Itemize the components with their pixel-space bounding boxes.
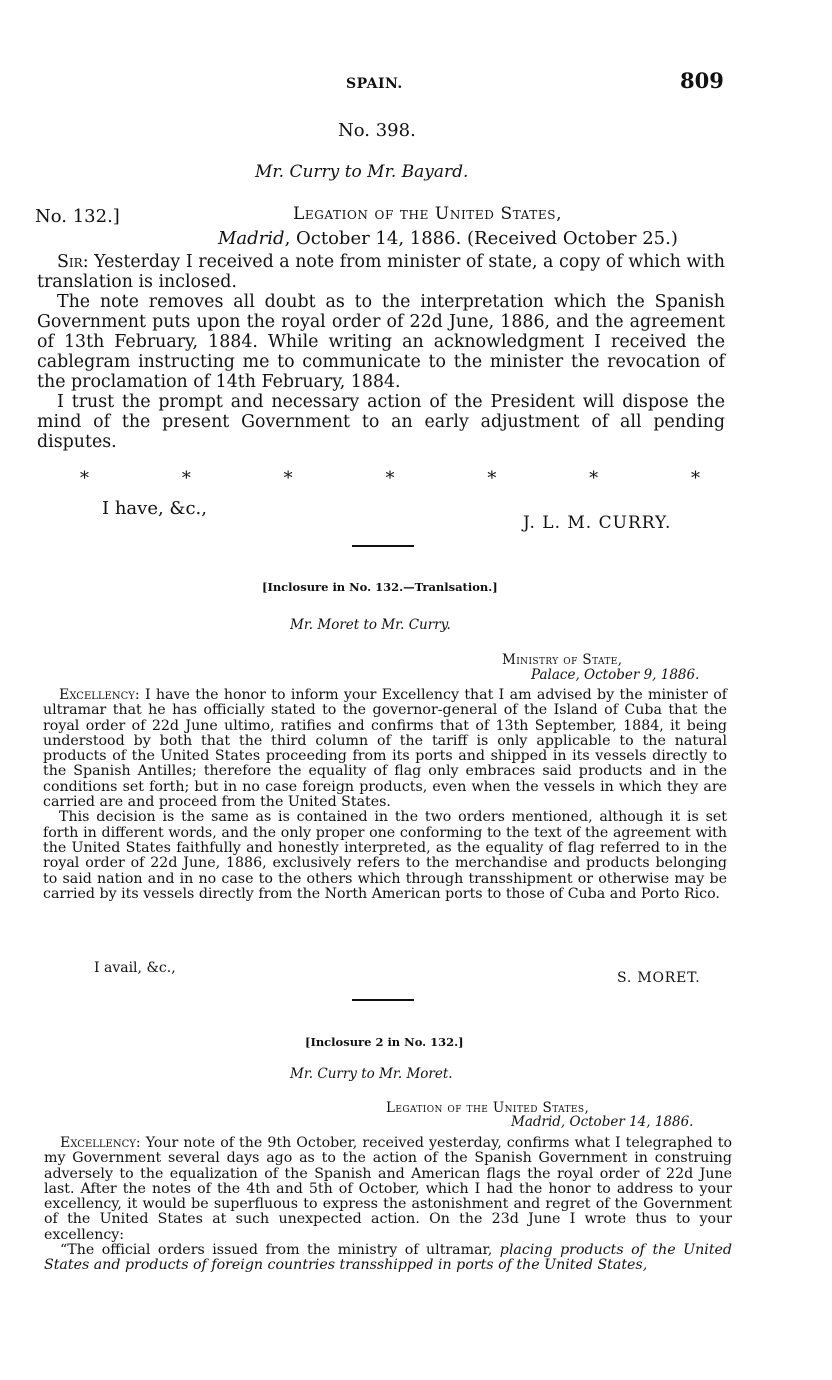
document-number: No. 398. [338,120,416,141]
ministry-heading: Ministry of State, [502,652,623,668]
quote-paragraph: “The official orders issued from the ministry of ultramar, placing products of the United States and products of foreign countries transshipped in ports of the United States, [44,1242,732,1274]
paragraph: Excellency: Your note of the 9th October, received yesterday, confirms what I telegraphed to my Government several days ago as to the action of the Spanish Government in construing adversely to the equalization of the Spanish and American flags the royal order of 22d June last. After the notes of the 4th and 5th of October, which I had the honor to address to your excellency, it would be superfluous to express the astonishment and regret of the Government of the United States at such unexpected action. On the 23d June I wrote thus to your excellency: [44,1135,733,1243]
inclosure-date: Madrid, October 14, 1886. [511,1114,694,1130]
inclosure-date: Palace, October 9, 1886. [531,667,700,683]
legation-heading: Legation of the United States, [293,204,563,224]
paragraph: This decision is the same as is contained in the two orders mentioned, although it is set forth in different words, and the only proper one conforming to the text of the agreement with the United States faithfully and honestly interpreted, as the equality of flag referred to in the royal order of 22d June, 1886, exclusively refers to the merchandise and products belonging to said nation and in no case to the others which through transshipment or otherwise may be carried by its vessels directly from the North American ports to those of Cuba and Porto Rico. [43,809,727,902]
running-title: SPAIN. [346,76,403,92]
paragraph: I trust the prompt and necessary action of the President will dispose the mind of the present Government to an early adjustment of all pending disputes. [37,392,725,452]
legation-heading: Legation of the United States, [386,1100,590,1116]
date-place: Madrid [218,228,285,249]
divider [352,999,414,1001]
paragraph: Sir: Yesterday I received a note from minister of state, a copy of which with translation is inclosed. [37,252,725,292]
divider [352,545,414,547]
inclosure-title: Mr. Curry to Mr. Moret. [290,1066,453,1082]
inclosure-body [44,1136,732,1274]
signature: S. MORET. [617,970,701,986]
inclosure-title: Mr. Moret to Mr. Curry. [290,617,451,633]
salutation: Excellency: [59,687,140,703]
salutation: Sir: [57,252,89,272]
page-number: 809 [680,68,724,93]
letter-date [218,228,678,249]
inclosure-body [43,688,727,902]
salutation: Excellency: [60,1135,141,1151]
letter-title: Mr. Curry to Mr. Bayard. [255,162,469,182]
ellipsis-stars: * * * * * * * [80,468,700,489]
inclosure-heading: [Inclosure in No. 132.—Tranlsation.] [262,580,498,594]
closing: I avail, &c., [94,960,176,976]
closing: I have, &c., [102,498,207,519]
inclosure-heading: [Inclosure 2 in No. 132.] [305,1035,464,1049]
letter-body [37,252,725,452]
date-rest: , October 14, 1886. (Received October 25.) [284,228,678,249]
paragraph: The note removes all doubt as to the interpretation which the Spanish Government puts upon the royal order of 22d June, 1886, and the agreement of 13th February, 1884. While writing an acknowledgment I received the cablegram instructing me to communicate to the minister the revocation of the proclamation of 14th February, 1884. [37,292,725,392]
paragraph: Excellency: I have the honor to inform your Excellency that I am advised by the minister of ultramar that he has officially stated to the governor-general of the Island of Cuba that the royal order of 22d June ultimo, ratifies and confirms that of 13th September, 1884, it being understood by both that the third column of the tariff is only applicable to the natural products of the United States proceeding from its ports and shipped in its vessels directly to the Spanish Antilles; therefore the equality of flag only embraces said products and in the conditions set forth; but in no case foreign products, even when the vessels in which they are carried are and proceed from the United States. [43,687,728,811]
dispatch-number: No. 132.] [35,206,120,227]
signature: J. L. M. CURRY. [523,513,672,533]
